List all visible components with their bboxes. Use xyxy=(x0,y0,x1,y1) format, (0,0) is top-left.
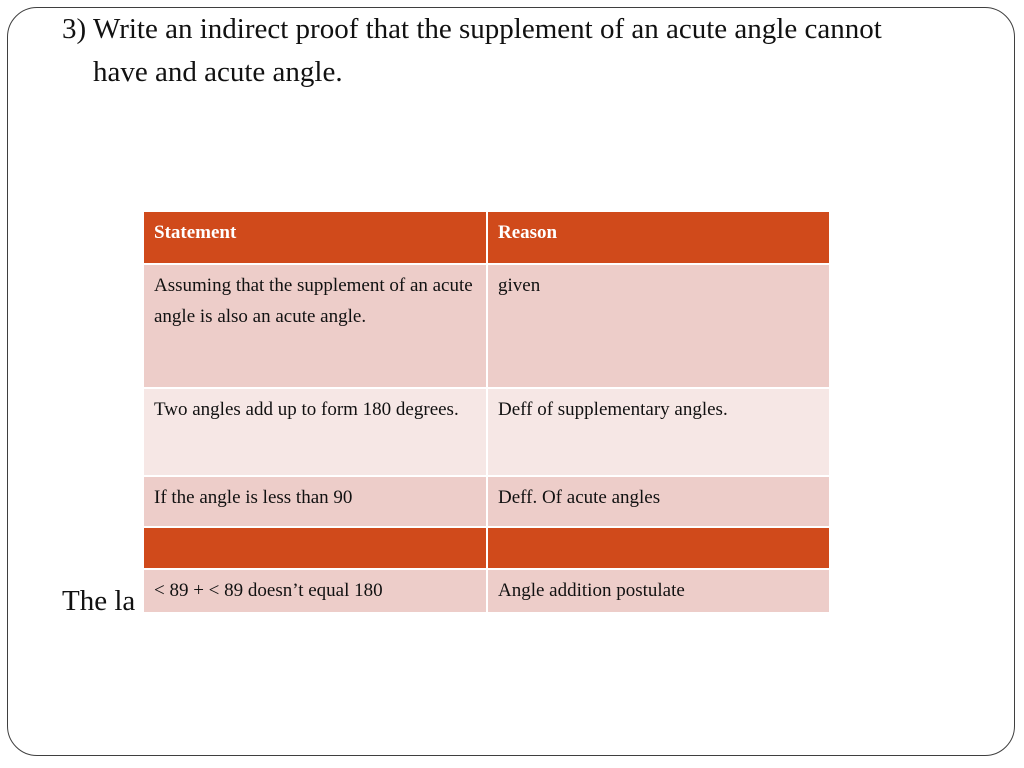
statement-cell: Two angles add up to form 180 degrees. xyxy=(144,389,486,477)
statement-cell: Assuming that the supplement of an acute angle is also an acute angle. xyxy=(144,265,486,389)
reason-cell: Deff. Of acute angles xyxy=(486,477,829,528)
table-row xyxy=(144,477,829,528)
reason-cell: given xyxy=(486,265,829,389)
table-row xyxy=(144,570,829,614)
statement-cell xyxy=(144,528,486,570)
conclusion-text: The la xyxy=(62,585,136,617)
statement-cell: If the angle is less than 90 xyxy=(144,477,486,528)
table-row xyxy=(144,528,829,570)
question-number: 3) xyxy=(62,13,87,45)
header-statement: Statement xyxy=(144,212,486,265)
table-row xyxy=(144,389,829,477)
reason-cell: Deff of supplementary angles. xyxy=(486,389,829,477)
statement-cell: < 89 + < 89 doesn’t equal 180 xyxy=(144,570,486,614)
table-row xyxy=(144,265,829,389)
question xyxy=(62,8,942,94)
proof-table xyxy=(144,212,829,614)
reason-cell xyxy=(486,528,829,570)
reason-cell: Angle addition postulate xyxy=(486,570,829,614)
header-reason: Reason xyxy=(486,212,829,265)
table-header-row xyxy=(144,212,829,265)
question-text: Write an indirect proof that the supplement of an acute angle cannot have and acute angle. xyxy=(93,13,882,88)
